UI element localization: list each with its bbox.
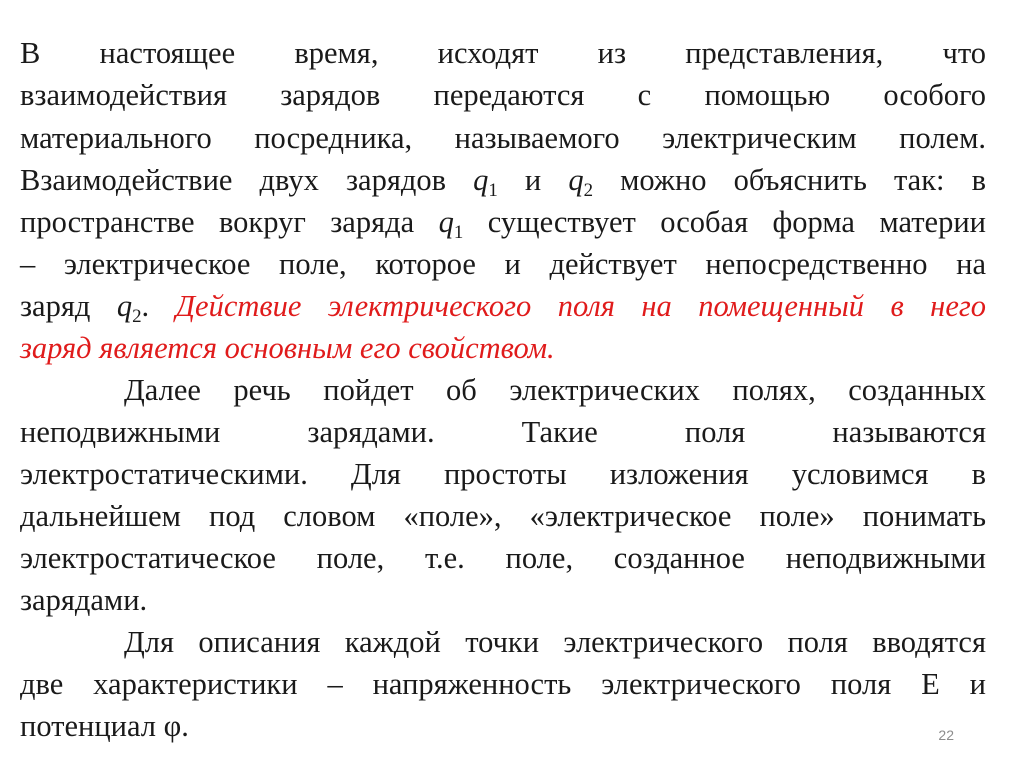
charge-q1-subscript: 1 — [488, 180, 498, 202]
line7-text-dot: . — [141, 289, 176, 323]
page-number: 22 — [938, 727, 954, 743]
line4-text-mid: и — [497, 163, 569, 197]
paragraph1-line3: материального посредника, называемого электрическим полем. — [20, 121, 986, 155]
charge-q1-subscript: 1 — [453, 222, 464, 244]
line5-text-pre: пространстве вокруг заряда — [20, 205, 439, 239]
charge-q2-symbol: q — [116, 289, 133, 323]
line5-text-post: существует особая форма материи — [463, 205, 986, 239]
paragraph2-line6: зарядами. — [20, 583, 148, 617]
charge-q2-subscript: 2 — [583, 180, 594, 202]
paragraph1-line7 — [20, 285, 986, 327]
paragraph2-line3: электростатическими. Для простоты изложения условимся в — [20, 457, 986, 491]
charge-q1-symbol: q — [473, 163, 489, 197]
paragraph1-line4 — [20, 159, 986, 201]
charge-q2-subscript: 2 — [132, 306, 142, 328]
line4-text-post: можно объяснить так: в — [593, 163, 986, 197]
charge-q1-symbol: q — [438, 205, 454, 239]
paragraph3-line3: потенциал φ. — [20, 709, 189, 743]
paragraph3-line2: две характеристики – напряженность электрического поля Е и — [20, 667, 986, 701]
paragraph1-line5 — [20, 201, 986, 243]
paragraph1-line6: – электрическое поле, которое и действует непосредственно на — [20, 247, 986, 281]
paragraph1-line1: В настоящее время, исходят из представления, что — [20, 36, 986, 70]
paragraph2-line2: неподвижными зарядами. Такие поля называются — [20, 415, 986, 449]
paragraph2-line1: Далее речь пойдет об электрических полях, созданных — [124, 373, 986, 407]
paragraph2-line4: дальнейшем под словом «поле», «электрическое поле» понимать — [20, 499, 986, 533]
highlight-text-part1: Действие электрического поля на помещенный в него — [175, 289, 987, 323]
line7-text-pre: заряд — [20, 289, 117, 323]
paragraph2-line5: электростатическое поле, т.е. поле, созданное неподвижными — [20, 541, 986, 575]
charge-q2-symbol: q — [568, 163, 584, 197]
highlight-text-part2: заряд является основным его свойством. — [20, 331, 555, 365]
paragraph3-line1: Для описания каждой точки электрического поля вводятся — [124, 625, 986, 659]
paragraph1-line2: взаимодействия зарядов передаются с помощью особого — [20, 78, 986, 112]
line4-text-pre: Взаимодействие двух зарядов — [20, 163, 474, 197]
